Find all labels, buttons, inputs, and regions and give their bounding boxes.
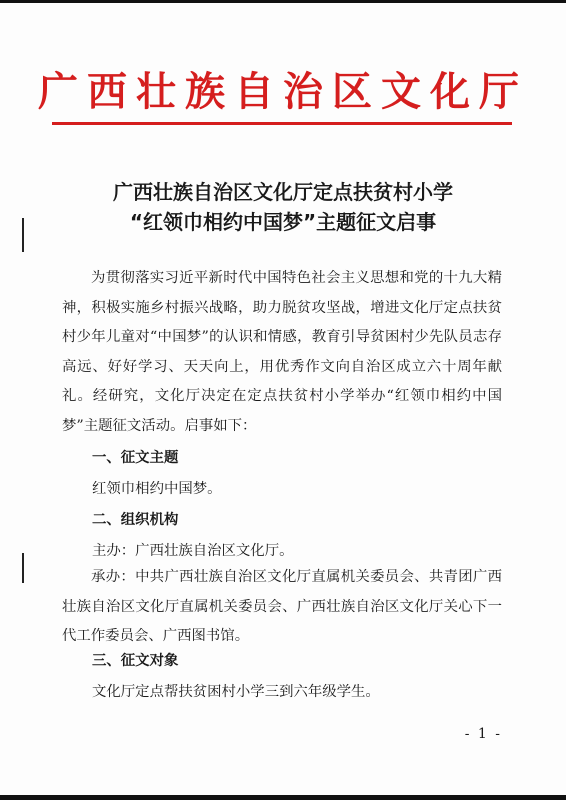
page-number: - 1 - xyxy=(464,726,502,742)
section-2-heading: 二、组织机构 xyxy=(92,512,179,528)
document-title-line-2: “红领巾相约中国梦”主题征文启事 xyxy=(129,210,437,234)
scan-edge-bottom xyxy=(0,795,566,800)
section-2-host: 主办：广西壮族自治区文化厅。 xyxy=(92,543,294,559)
binding-mark xyxy=(22,553,24,583)
document-title-line-1: 广西壮族自治区文化厅定点扶贫村小学 xyxy=(113,180,453,204)
section-1-heading: 一、征文主题 xyxy=(92,450,179,466)
intro-paragraph: 为贯彻落实习近平新时代中国特色社会主义思想和党的十九大精神，积极实施乡村振兴战略，助力脱贫攻坚战，增进文化厅定点扶贫村少年儿童对“中国梦”的认识和情感，教育引导贫困村少先队员志存高远、好好学习、天天向上，用优秀作文向自治区成立六十周年献礼。经研究，文化厅决定在定点扶贫村小学举办“红领巾相约中国梦”主题征文活动。启事如下： xyxy=(62,270,502,434)
section-3-text: 文化厅定点帮扶贫困村小学三到六年级学生。 xyxy=(92,684,380,700)
binding-mark xyxy=(22,218,24,252)
section-1-text: 红领巾相约中国梦。 xyxy=(92,481,222,497)
scan-edge-top xyxy=(0,0,566,3)
letterhead-agency: 广西壮族自治区文化厅 xyxy=(38,68,528,115)
letterhead-red-rule xyxy=(52,122,512,125)
section-2-organizers: 承办：中共广西壮族自治区文化厅直属机关委员会、共青团广西壮族自治区文化厅直属机关委员会、广西壮族自治区文化厅关心下一代工作委员会、广西图书馆。 xyxy=(62,569,502,644)
section-3-heading: 三、征文对象 xyxy=(92,653,179,669)
